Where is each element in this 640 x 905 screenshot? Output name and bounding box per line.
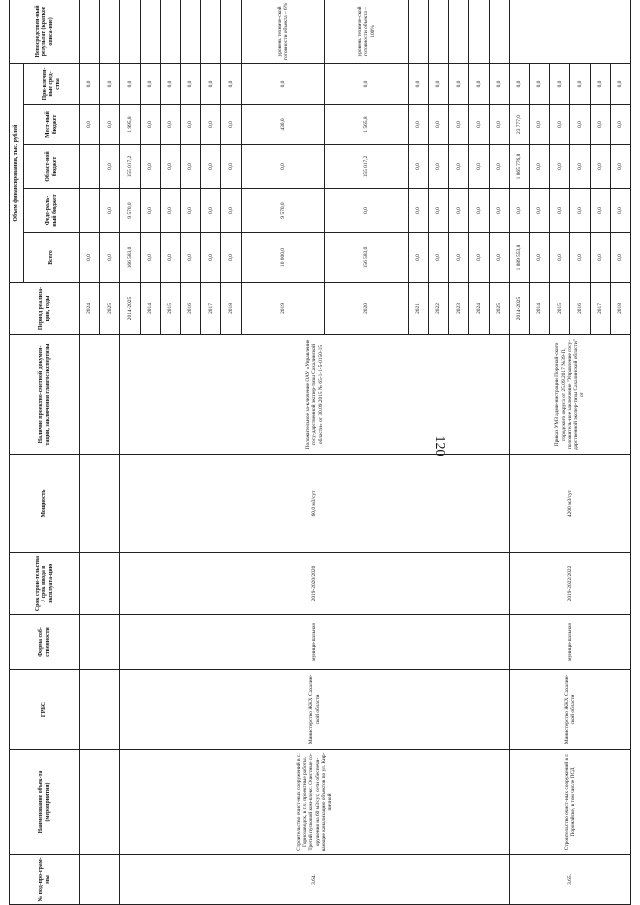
cell-attracted: 0,0 bbox=[221, 63, 241, 104]
object-364-num: 3.64. bbox=[120, 855, 509, 905]
cell-result bbox=[140, 0, 160, 63]
cell-total: 0,0 bbox=[469, 233, 489, 283]
table-row bbox=[509, 0, 529, 905]
cell-federal: 0,0 bbox=[408, 189, 428, 233]
cell-total: 0,0 bbox=[590, 233, 610, 283]
cell-total: 0,0 bbox=[529, 233, 549, 283]
cell-total: 0,0 bbox=[80, 233, 100, 283]
cell-regional: 0,0 bbox=[160, 145, 180, 189]
cell-local: 0,0 bbox=[201, 105, 221, 145]
cell-attracted: 0,0 bbox=[140, 63, 160, 104]
cell-federal: 9 570,0 bbox=[120, 189, 140, 233]
header-local: Мест-ный бюджет bbox=[24, 105, 80, 145]
cell-federal: 0,0 bbox=[325, 189, 409, 233]
cell-total: 0,0 bbox=[610, 233, 630, 283]
cell-regional: 0,0 bbox=[100, 145, 120, 189]
cell-result bbox=[180, 0, 200, 63]
cell-year: 2014 bbox=[529, 283, 549, 335]
object-365-num: 3.65. bbox=[509, 855, 630, 905]
object-364-grbs: Министерство ЖКХ Сахалин-ской области bbox=[120, 670, 509, 750]
cell-federal: 0,0 bbox=[160, 189, 180, 233]
cell-attracted: 0,0 bbox=[550, 63, 570, 104]
object-364-ownership: муници-пальная bbox=[120, 615, 509, 670]
cell-local: 0,0 bbox=[100, 105, 120, 145]
header-capacity: Мощность bbox=[10, 455, 80, 553]
cell-total: 0,0 bbox=[201, 233, 221, 283]
cell-local: 0,0 bbox=[80, 105, 100, 145]
table-row bbox=[80, 0, 100, 905]
cell-regional: 0,0 bbox=[201, 145, 221, 189]
object-365-grbs: Министерство ЖКХ Сахалин-ской области bbox=[509, 670, 630, 750]
cell-result bbox=[221, 0, 241, 63]
cell-federal: 9 570,0 bbox=[241, 189, 325, 233]
cell-year: 2025 bbox=[100, 283, 120, 335]
cell-attracted: 0,0 bbox=[590, 63, 610, 104]
header-num: № под-про-грам-мы bbox=[10, 855, 80, 905]
cell-attracted: 0,0 bbox=[325, 63, 409, 104]
object-364-name: Строительство очист-ных сооружений в с. Горнозаводск, в т.ч. проектные работы. Третий пусковой ком-плекс. Очистные со-оружения на 60 м3/сут, сети обеспечи-вающие канализацию объектов по ул. Кир-пичной bbox=[120, 750, 509, 855]
cell-local: 0,0 bbox=[429, 105, 449, 145]
cell-local: 0,0 bbox=[590, 105, 610, 145]
cell-total: 0,0 bbox=[570, 233, 590, 283]
cell-local: 0,0 bbox=[469, 105, 489, 145]
cell-result bbox=[449, 0, 469, 63]
object-365-period-build: 2019-2022/2022 bbox=[509, 553, 630, 615]
object-365-docs: Приказ УМЗ адми-нистрации Поронай-ского городского округа от 25.09.2017 №39-П, положитель-ное заключение "Управление госу-дарственной экспер-тизы Сахалинской области" от bbox=[509, 335, 630, 455]
funding-table bbox=[9, 0, 631, 905]
cell-result bbox=[120, 0, 140, 63]
cell-attracted: 0,0 bbox=[180, 63, 200, 104]
cell-result bbox=[408, 0, 428, 63]
cell-result bbox=[489, 0, 509, 63]
cell-attracted: 0,0 bbox=[610, 63, 630, 104]
object-364-capacity: 60,0 м3/сут bbox=[120, 455, 509, 553]
header-ownership: Форма соб-ственности bbox=[10, 615, 80, 670]
cell-local: 0,0 bbox=[221, 105, 241, 145]
cell-regional: 0,0 bbox=[449, 145, 469, 189]
cell-attracted: 0,0 bbox=[449, 63, 469, 104]
cell-attracted: 0,0 bbox=[489, 63, 509, 104]
object-365-name: Строительство очист-ных сооружений в г. Поронайске, в том числе ПСД bbox=[509, 750, 630, 855]
cell-federal: 0,0 bbox=[489, 189, 509, 233]
object-365-ownership: муници-пальная bbox=[509, 615, 630, 670]
header-docs: Наличие проектно-сметной докумен-тации, заключения главгосэкспертизы bbox=[10, 335, 80, 455]
header-grbs: ГРБС bbox=[10, 670, 80, 750]
cell-year: 2018 bbox=[610, 283, 630, 335]
cell-federal bbox=[80, 189, 100, 233]
cell-attracted: 0,0 bbox=[120, 63, 140, 104]
cell-regional: 0,0 bbox=[241, 145, 325, 189]
cell-year: 2024 bbox=[80, 283, 100, 335]
cell-federal: 0,0 bbox=[590, 189, 610, 233]
cell-year: 2015 bbox=[550, 283, 570, 335]
cell-regional: 0,0 bbox=[221, 145, 241, 189]
cell-total: 0,0 bbox=[489, 233, 509, 283]
cell-year: 2017 bbox=[590, 283, 610, 335]
cell-attracted: 0,0 bbox=[160, 63, 180, 104]
object-364-period-build: 2019-2020/2020 bbox=[120, 553, 509, 615]
cell-total: 156 583,0 bbox=[325, 233, 409, 283]
cell-regional: 0,0 bbox=[429, 145, 449, 189]
cell-year: 2022 bbox=[429, 283, 449, 335]
cell-regional: 0,0 bbox=[550, 145, 570, 189]
cell-attracted: 0,0 bbox=[408, 63, 428, 104]
cell-local: 0,0 bbox=[160, 105, 180, 145]
cell-local: 0,0 bbox=[550, 105, 570, 145]
cell-federal: 0,0 bbox=[529, 189, 549, 233]
cell-local: 0,0 bbox=[408, 105, 428, 145]
cell-result bbox=[160, 0, 180, 63]
cell-federal: 0,0 bbox=[140, 189, 160, 233]
cell-local: 0,0 bbox=[570, 105, 590, 145]
cell-local: 0,0 bbox=[529, 105, 549, 145]
cell-federal: 0,0 bbox=[100, 189, 120, 233]
cell-local: 1 565,8 bbox=[325, 105, 409, 145]
cell-federal: 0,0 bbox=[550, 189, 570, 233]
cell-year: 2014 bbox=[140, 283, 160, 335]
cell-result: уровень техниче-ской готовности объекта – 6% bbox=[241, 0, 325, 63]
cell-federal: 0,0 bbox=[180, 189, 200, 233]
header-period: Период реализа-ции, годы bbox=[10, 283, 80, 335]
cell-local: 23 777,0 bbox=[509, 105, 529, 145]
cell-year: 2023 bbox=[449, 283, 469, 335]
cell-year: 2018 bbox=[221, 283, 241, 335]
cell-year: 2014-2025 bbox=[120, 283, 140, 335]
cell-total: 0,0 bbox=[160, 233, 180, 283]
cell-year: 2016 bbox=[570, 283, 590, 335]
cell-regional: 1 865 776,8 bbox=[509, 145, 529, 189]
cell-attracted: 0,0 bbox=[429, 63, 449, 104]
cell-year: 2015 bbox=[160, 283, 180, 335]
cell-result: уровень техниче-ской готовности объекта – 100% bbox=[325, 0, 409, 63]
cell-federal: 0,0 bbox=[429, 189, 449, 233]
cell-total: 0,0 bbox=[180, 233, 200, 283]
cell-attracted: 0,0 bbox=[570, 63, 590, 104]
cell-total: 0,0 bbox=[449, 233, 469, 283]
cell-regional: 0,0 bbox=[180, 145, 200, 189]
cell-federal: 0,0 bbox=[570, 189, 590, 233]
cell-total: 0,0 bbox=[100, 233, 120, 283]
cell-attracted: 0,0 bbox=[469, 63, 489, 104]
cell-total: 0,0 bbox=[429, 233, 449, 283]
cell-regional: 0,0 bbox=[489, 145, 509, 189]
cell-year: 2025 bbox=[489, 283, 509, 335]
cell-local: 430,0 bbox=[241, 105, 325, 145]
cell-year: 2020 bbox=[325, 283, 409, 335]
cell-attracted: 0,0 bbox=[201, 63, 221, 104]
cell-total: 0,0 bbox=[408, 233, 428, 283]
cell-federal: 0,0 bbox=[610, 189, 630, 233]
cell-year: 2021 bbox=[408, 283, 428, 335]
cell-total: 0,0 bbox=[221, 233, 241, 283]
cell-total: 0,0 bbox=[550, 233, 570, 283]
header-period-build: Срок строи-тельства / срок ввода в эксплуата-цию bbox=[10, 553, 80, 615]
cell-local: 0,0 bbox=[449, 105, 469, 145]
cell-attracted: 0,0 bbox=[529, 63, 549, 104]
cell-attracted: 0,0 bbox=[80, 63, 100, 104]
cell-year: 2016 bbox=[180, 283, 200, 335]
header-attracted: При-влечен-ные сред-ства bbox=[24, 63, 80, 104]
header-regional: Област-ной бюджет bbox=[24, 145, 80, 189]
cell-federal: 0,0 bbox=[449, 189, 469, 233]
cell-total: 10 000,0 bbox=[241, 233, 325, 283]
cell-regional: 0,0 bbox=[590, 145, 610, 189]
cell-regional: 155 017,2 bbox=[325, 145, 409, 189]
cell-year: 2014-2025 bbox=[509, 283, 529, 335]
header-name: Наименование объек-та (мероприятия) bbox=[10, 750, 80, 855]
cell-total: 166 583,0 bbox=[120, 233, 140, 283]
cell-local: 1 995,8 bbox=[120, 105, 140, 145]
cell-attracted: 0,0 bbox=[100, 63, 120, 104]
cell-local: 0,0 bbox=[180, 105, 200, 145]
cell-result bbox=[201, 0, 221, 63]
cell-federal: 0,0 bbox=[221, 189, 241, 233]
header-federal: Феде-раль-ный бюджет bbox=[24, 189, 80, 233]
cell-regional: 0,0 bbox=[570, 145, 590, 189]
cell-year: 2024 bbox=[469, 283, 489, 335]
header-result: Непосредствен-ный результат (краткое описа-ние) bbox=[10, 0, 80, 63]
cell-regional bbox=[80, 145, 100, 189]
cell-attracted: 0,0 bbox=[509, 63, 529, 104]
header-funding: Объем финансирования, тыс. рублей bbox=[10, 63, 24, 282]
rotated-document bbox=[9, 0, 631, 905]
cell-total: 0,0 bbox=[140, 233, 160, 283]
cell-regional: 0,0 bbox=[469, 145, 489, 189]
cell-federal: 0,0 bbox=[509, 189, 529, 233]
cell-regional: 0,0 bbox=[408, 145, 428, 189]
cell-regional: 155 017,2 bbox=[120, 145, 140, 189]
cell-local: 0,0 bbox=[610, 105, 630, 145]
table-row bbox=[120, 0, 140, 905]
cell-federal: 0,0 bbox=[469, 189, 489, 233]
cell-result bbox=[429, 0, 449, 63]
object-364-docs: Положительное за-ключение ОАУ «Управление госу-дарственной экспер-тизы Сахалинской области» от 30.09.2015 № 65-1-1-5-0150-15 bbox=[120, 335, 509, 455]
cell-result bbox=[469, 0, 489, 63]
cell-attracted: 0,0 bbox=[241, 63, 325, 104]
cell-local: 0,0 bbox=[489, 105, 509, 145]
cell-total: 1 889 553,8 bbox=[509, 233, 529, 283]
cell-regional: 0,0 bbox=[529, 145, 549, 189]
cell-local: 0,0 bbox=[140, 105, 160, 145]
cell-regional: 0,0 bbox=[610, 145, 630, 189]
page-number: 120 bbox=[432, 435, 447, 457]
header-total: Всего bbox=[24, 233, 80, 283]
cell-year: 2017 bbox=[201, 283, 221, 335]
object-365-capacity: 4200 м3/сут bbox=[509, 455, 630, 553]
cell-year: 2019 bbox=[241, 283, 325, 335]
cell-regional: 0,0 bbox=[140, 145, 160, 189]
cell-federal: 0,0 bbox=[201, 189, 221, 233]
